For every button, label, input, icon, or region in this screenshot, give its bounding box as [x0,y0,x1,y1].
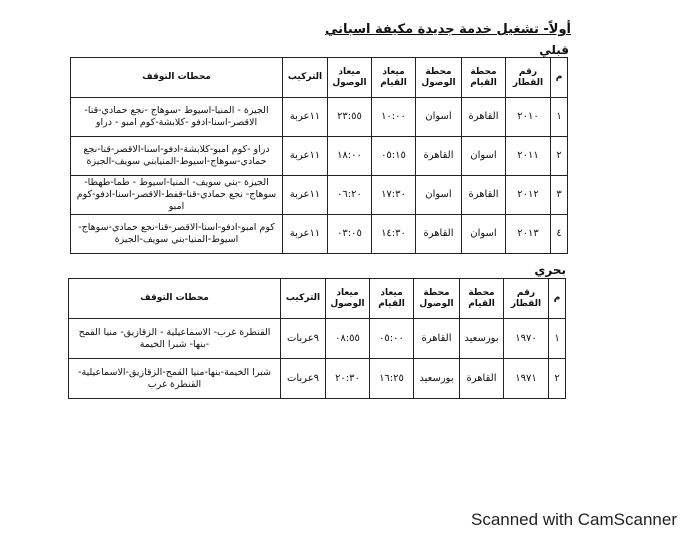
cell-train-no: ٢٠١١ [506,137,551,176]
col-header-train-no: رقم القطار [504,279,549,319]
table-row [69,319,566,359]
table-header-row [69,279,566,319]
cell-arr-time: ٠٨:٥٥ [326,319,370,359]
cell-m: ٣ [551,176,568,215]
cell-dep-station: بورسعيد [460,319,504,359]
col-header-dep-station: محطة القيام [460,279,504,319]
col-header-dep-station: محطة القيام [462,58,506,98]
table-header-row [71,58,568,98]
cell-composition: ١١عربة [283,215,328,254]
cell-m: ٢ [551,137,568,176]
col-header-dep-time: ميعاد القيام [370,279,414,319]
cell-dep-time: ١٦:٢٥ [370,359,414,399]
cell-arr-station: اسوان [416,176,462,215]
cell-m: ٤ [551,215,568,254]
section-label-bahari: بحري [534,263,566,277]
cell-stops: شبرا الخيمة-بنها-منيا القمح-الزقازيق-الاسماعيلية-القنطرة غرب [69,359,281,399]
table-row [71,176,568,215]
cell-train-no: ٢٠١٠ [506,98,551,137]
cell-arr-time: ٠٦:٢٠ [328,176,372,215]
cell-m: ١ [551,98,568,137]
col-header-m: م [551,58,568,98]
col-header-train-no: رقم القطار [506,58,551,98]
cell-composition: ٩عربات [281,319,326,359]
col-header-arr-time: ميعاد الوصول [326,279,370,319]
cell-stops: الجيزة -بني سويف- المنيا-اسيوط - طما-طهطا-سوهاج- نجع حمادي-قنا-قفط-الاقصر-اسنا-ادفو-كوم امبو [71,176,283,215]
cell-train-no: ١٩٧٠ [504,319,549,359]
cell-arr-station: القاهرة [416,137,462,176]
cell-dep-station: اسوان [462,137,506,176]
cell-train-no: ٢٠١٣ [506,215,551,254]
table-row [69,359,566,399]
cell-dep-time: ١٠:٠٠ [372,98,416,137]
cell-train-no: ٢٠١٢ [506,176,551,215]
col-header-m: م [549,279,566,319]
cell-dep-station: القاهرة [460,359,504,399]
cell-dep-time: ٠٥:١٥ [372,137,416,176]
col-header-arr-time: ميعاد الوصول [328,58,372,98]
cell-dep-station: اسوان [462,215,506,254]
document-heading: أولاً- تشغيل خدمة جديدة مكيفة اسباني [325,22,571,37]
cell-arr-time: ٢٣:٥٥ [328,98,372,137]
table-row [71,137,568,176]
col-header-arr-station: محطة الوصول [416,58,462,98]
cell-stops: الجيزة - المنيا-اسيوط -سوهاج -نجع حمادي-قنا-الاقصر-اسنا-ادفو -كلابشة-كوم امبو - دراو [71,98,283,137]
cell-arr-station: بورسعيد [414,359,460,399]
scanner-watermark: Scanned with CamScanner [470,510,677,529]
col-header-dep-time: ميعاد القيام [372,58,416,98]
cell-m: ١ [549,319,566,359]
cell-composition: ١١عربة [283,98,328,137]
cell-arr-station: القاهرة [414,319,460,359]
cell-arr-time: ٢٠:٣٠ [326,359,370,399]
cell-dep-time: ١٧:٣٠ [372,176,416,215]
col-header-stops: محطات التوقف [69,279,281,319]
cell-dep-time: ١٤:٣٠ [372,215,416,254]
cell-arr-time: ٠٣:٠٥ [328,215,372,254]
cell-stops: القنطرة غرب- الاسماعيلية - الزقازيق- منيا القمح -بنها- شبرا الخيمة [69,319,281,359]
cell-dep-station: القاهرة [462,98,506,137]
cell-arr-time: ١٨:٠٠ [328,137,372,176]
qibli-schedule-table [70,57,568,254]
table-row [71,215,568,254]
cell-composition: ٩عربات [281,359,326,399]
cell-composition: ١١عربة [283,176,328,215]
cell-arr-station: اسوان [416,98,462,137]
cell-train-no: ١٩٧١ [504,359,549,399]
cell-dep-station: القاهرة [462,176,506,215]
cell-stops: كوم امبو-ادفو-اسنا-الاقصر-قنا-نجع حمادي-سوهاج-اسيوط-المنيا-بني سويف-الجيزة [71,215,283,254]
col-header-stops: محطات التوقف [71,58,283,98]
cell-arr-station: القاهرة [416,215,462,254]
cell-dep-time: ٠٥:٠٠ [370,319,414,359]
cell-composition: ١١عربة [283,137,328,176]
col-header-composition: التركيب [283,58,328,98]
cell-m: ٢ [549,359,566,399]
col-header-arr-station: محطة الوصول [414,279,460,319]
table-row [71,98,568,137]
cell-stops: دراو -كوم امبو-كلابشة-ادفو-اسنا-الاقصر-قنا-نجع حمادي-سوهاج-اسيوط-المنيابني سويف-الجيزة [71,137,283,176]
col-header-composition: التركيب [281,279,326,319]
bahari-schedule-table [68,278,566,399]
section-label-qibli: قبلي [539,43,569,57]
